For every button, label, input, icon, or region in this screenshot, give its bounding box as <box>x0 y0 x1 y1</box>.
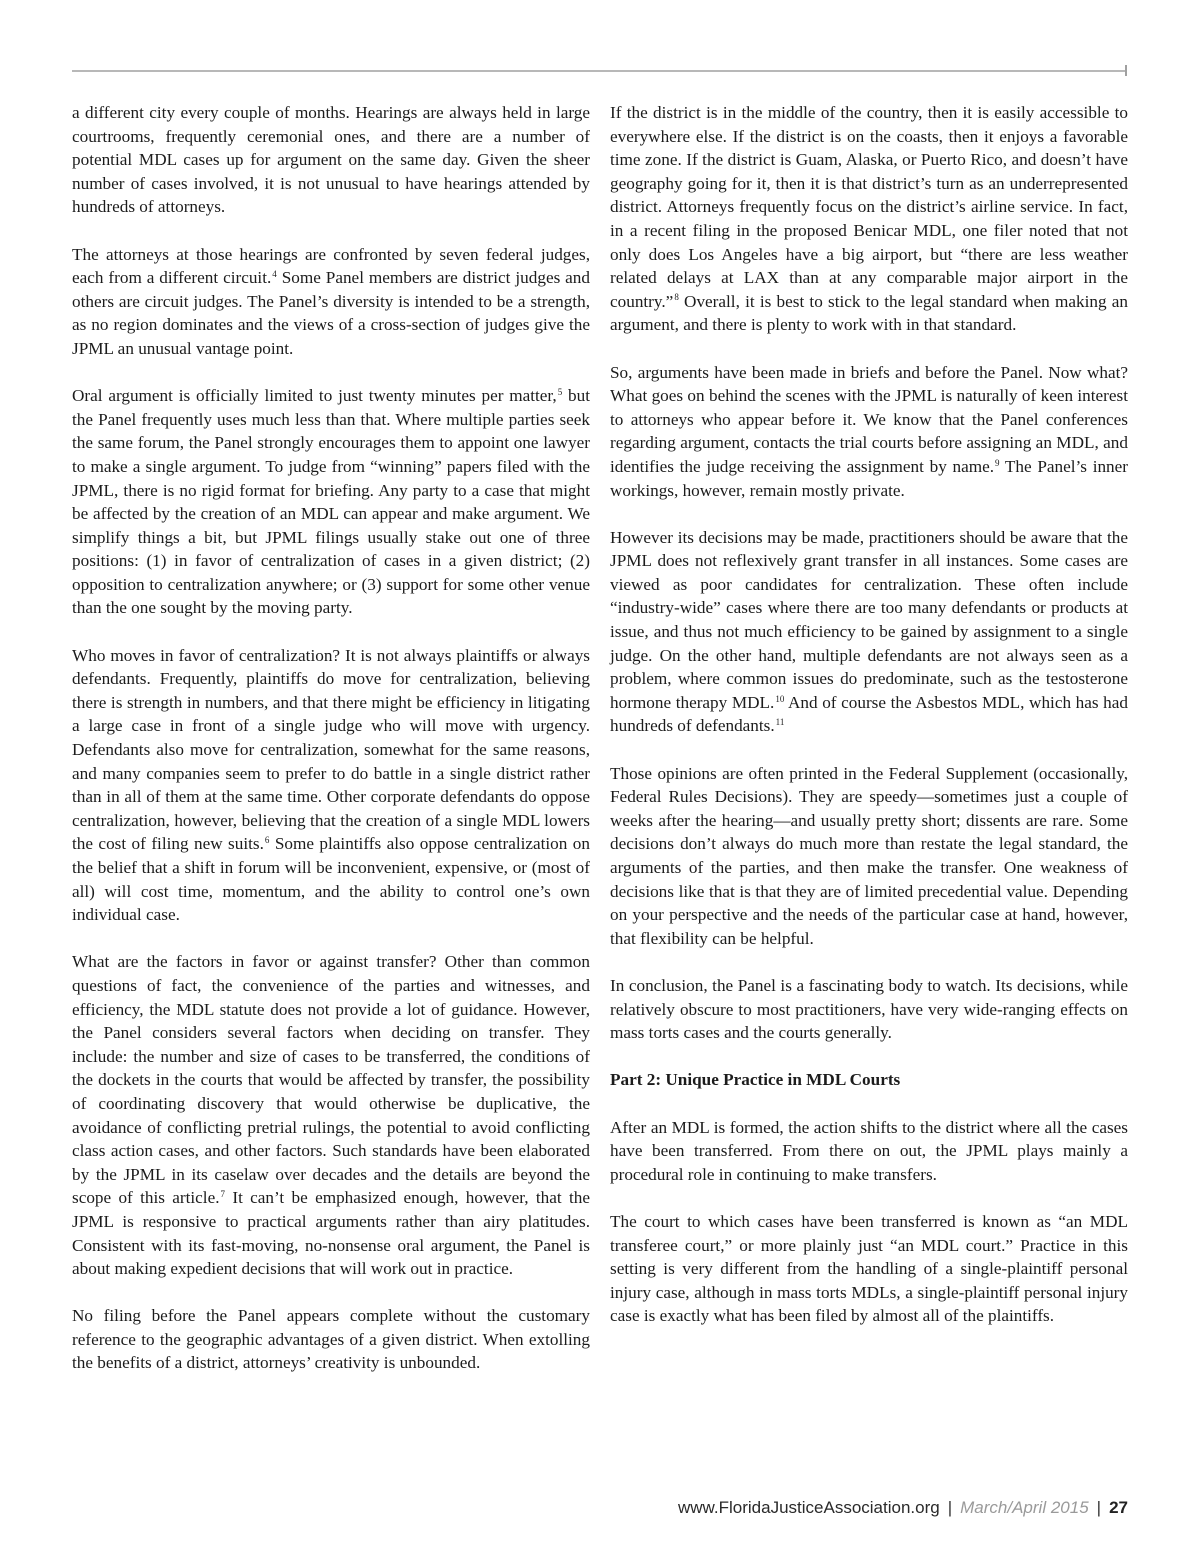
footnote-ref[interactable]: 7 <box>220 1189 226 1200</box>
page-footer <box>678 1498 1128 1518</box>
section-heading: Part 2: Unique Practice in MDL Courts <box>610 1070 901 1090</box>
paragraph: So, arguments have been made in briefs and before the Panel. Now what? What goes on behind the scenes with the JPML is naturally of keen interest to attorneys who appear before it. We know that the Panel conferences regarding argument, contacts the trial courts before assigning an MDL, and identifies the judge receiving the assignment by name.$^9$ The Panel’s inner workings, however, remain mostly private. <box>610 362 1129 500</box>
footer-issue-date: March/April 2015 <box>960 1498 1089 1517</box>
footnote-ref[interactable]: 8 <box>674 292 679 303</box>
header-rule-end-mark <box>1125 65 1127 76</box>
page-number: 27 <box>1109 1498 1128 1517</box>
footnote-ref[interactable]: 6 <box>264 835 270 846</box>
paragraph: However its decisions may be made, practitioners should be aware that the JPML does not reflexively grant transfer in all instances. Some cases are viewed as poor candidates for centralization. These often include “industry-wide” cases where there are too many defendants or products at issue, and thus not much efficiency to be gained by assignment to a single judge. On the other hand, multiple defendants are not always seen as a problem, where common issues do predominate, such as the testosterone hormone therapy MDL.$^{10}$ And of course the Asbestos MDL, which has had hundreds of defendants.$^{11}$ <box>610 527 1128 736</box>
paragraph: No filing before the Panel appears complete without the customary reference to the geographic advantages of a given district. When extolling the benefits of a district, attorneys’ creativity is unbounded. <box>72 1306 590 1373</box>
footer-separator: | <box>1096 1498 1102 1517</box>
footnote-ref[interactable]: 5 <box>557 386 563 397</box>
left-column <box>72 101 590 1375</box>
paragraph: If the district is in the middle of the country, then it is easily accessible to everywhere else. If the district is on the coasts, then it enjoys a favorable time zone. If the district is Guam, Alaska, or Puerto Rico, and doesn’t have geography going for it, then it is that district’s turn as an underrepresented district. Attorneys frequently focus on the district’s airline service. In fact, in a recent filing in the proposed Benicar MDL, one filer noted that not only does Los Angeles have a big airport, but “there are less weather related delays at LAX than at any comparable major airport in the country.”$^8$ Overall, it is best to stick to the legal standard when making an argument, and there is plenty to work with in that standard. <box>610 103 1128 335</box>
paragraph: Those opinions are often printed in the Federal Supplement (occasionally, Federal Rules Decisions). They are speedy—sometimes just a couple of weeks after the hearing—and usually pretty short; dissents are rare. Some decisions don’t always do much more than restate the legal standard, the arguments of the parties, and then make the transfer. One weakness of decisions like that is that they are of limited precedential value. Depending on your perspective and the needs of the particular case at hand, however, that flexibility can be helpful. <box>610 763 1128 948</box>
paragraph: What are the factors in favor or against transfer? Other than common questions of fact, the convenience of the parties and witnesses, and efficiency, the MDL statute does not provide a lot of guidance. However, the Panel considers several factors when deciding on transfer. They include: the number and size of cases to be transferred, the conditions of the dockets in the courts that would be affected by transfer, the possibility of coordinating discovery that would otherwise be duplicative, the avoidance of conflicting pretrial rulings, the potential to avoid conflicting class action cases, and other factors. Such standards have been elaborated by the JPML in its caselaw over decades and the details are beyond the scope of this article.$^7$ It can’t be emphasized enough, however, that the JPML is responsive to practical arguments rather than airy platitudes. Consistent with its fast-moving, no-nonsense oral argument, the Panel is about making expedient decisions that will work out in practice. <box>72 952 590 1279</box>
right-column <box>610 101 1128 1328</box>
footnote-ref[interactable]: 9 <box>995 457 1000 468</box>
footnote-ref[interactable]: 11 <box>775 717 785 728</box>
paragraph: Who moves in favor of centralization? It is not always plaintiffs or always defendants. Frequently, plaintiffs do move for centralization, believing there is strength in numbers, and that there might be efficiency in litigating a large case in front of a single judge who will move with urgency. Defendants also move for centralization, somewhat for the same reasons, and many companies seem to prefer to do battle in a single district rather than in all of them at the same time. Other corporate defendants do oppose centralization, however, believing that the creation of a single MDL lowers the cost of filing new suits.$^6$ Some plaintiffs also oppose centralization on the belief that a shift in forum will be inconvenient, expensive, or (most of all) will cost time, momentum, and the ability to control one’s own individual case. <box>72 645 590 925</box>
footer-separator: | <box>947 1498 953 1517</box>
paragraph: a different city every couple of months. Hearings are always held in large courtrooms, frequently ceremonial ones, and there are a number of potential MDL cases up for argument on the same day. Given the sheer number of cases involved, it is not unusual to have hearings attended by hundreds of attorneys. <box>72 103 590 217</box>
paragraph: The court to which cases have been transferred is known as “an MDL transferee court,” or more plainly just “an MDL court.” Practice in this setting is very different from the handling of a single-plaintiff personal injury case, although in mass torts MDLs, a single-plaintiff personal injury case is exactly what has been filed by almost all of the plaintiffs. <box>610 1211 1128 1326</box>
footnote-ref[interactable]: 10 <box>775 693 785 704</box>
paragraph: After an MDL is formed, the action shifts to the district where all the cases have been transferred. From there on out, the JPML plays mainly a procedural role in continuing to make transfers. <box>610 1117 1128 1184</box>
paragraph: The attorneys at those hearings are confronted by seven federal judges, each from a different circuit.$^4$ Some Panel members are district judges and others are circuit judges. The Panel’s diversity is intended to be a strength, as no region dominates and the views of a cross-section of judges give the JPML an unusual vantage point. <box>72 244 590 358</box>
header-rule <box>72 70 1126 72</box>
paragraph: In conclusion, the Panel is a fascinating body to watch. Its decisions, while relatively obscure to most practitioners, have very wide-ranging effects on mass torts cases and the courts generally. <box>610 975 1128 1043</box>
paragraph: Oral argument is officially limited to just twenty minutes per matter,$^5$ but the Panel frequently uses much less than that. Where multiple parties seek the same forum, the Panel strongly encourages them to appoint one lawyer to make a single argument. To judge from “winning” papers filed with the JPML, there is no rigid format for briefing. Any party to a case that might be affected by the creation of an MDL can appear and make argument. We simplify things a bit, but JPML filings usually stake out one of three positions: (1) in favor of centralization of cases in a given district; (2) opposition to centralization anywhere; or (3) support for some other venue than the one sought by the moving party. <box>72 386 590 618</box>
footnote-ref[interactable]: 4 <box>272 268 277 279</box>
footer-website-link[interactable]: www.FloridaJusticeAssociation.org <box>678 1498 940 1517</box>
